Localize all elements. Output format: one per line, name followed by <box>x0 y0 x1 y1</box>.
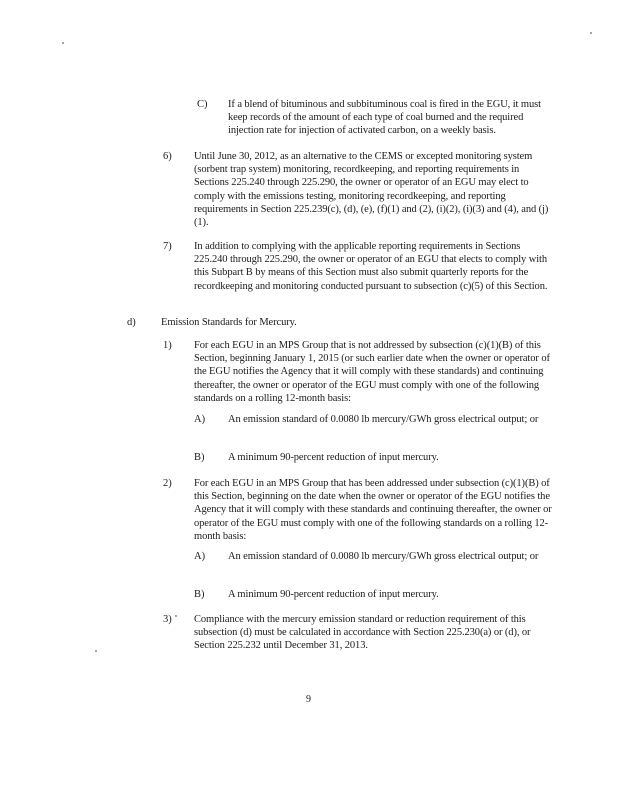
scan-speck <box>62 42 64 44</box>
item-text-7: In addition to complying with the applicable reporting requirements in Sections 225.240 through 225.290, the owner or operator of an EGU that elects to comply with this Subpart B by means of this Section must also submit quarterly reports for the recordkeeping and monitoring conducted pursuant to subsection (c)(5) of this Section. <box>194 241 548 292</box>
item-label-d1: 1) <box>163 340 172 351</box>
item-label-c: C) <box>197 99 208 110</box>
scan-speck <box>175 615 177 617</box>
item-text-d1a: An emission standard of 0.0080 lb mercury/GWh gross electrical output; or <box>228 414 539 425</box>
item-text-d2b: A minimum 90-percent reduction of input mercury. <box>228 589 439 600</box>
section-label-d: d) <box>127 317 136 328</box>
item-label-d2a: A) <box>194 551 206 562</box>
item-label-d2: 2) <box>163 478 172 489</box>
section-heading-d: Emission Standards for Mercury. <box>161 317 297 328</box>
item-label-6: 6) <box>163 151 172 162</box>
item-text-d2a: An emission standard of 0.0080 lb mercury/GWh gross electrical output; or <box>228 551 539 562</box>
item-text-d2: For each EGU in an MPS Group that has been addressed under subsection (c)(1)(B) of this Section, beginning on the date when the owner or operator of the EGU notifies the Agency that it will comply with these standards and continuing thereafter, the owner or operator of the EGU must comply with one of the following standards on a rolling 12-month basis: <box>194 478 552 542</box>
item-text-d1b: A minimum 90-percent reduction of input mercury. <box>228 452 439 463</box>
item-text-c: If a blend of bituminous and subbituminous coal is fired in the EGU, it must keep records of the amount of each type of coal burned and the required injection rate for injection of activated carbon, on a weekly basis. <box>228 99 541 137</box>
item-label-d1a: A) <box>194 414 206 425</box>
item-text-d3: Compliance with the mercury emission standard or reduction requirement of this subsection (d) must be calculated in accordance with Section 225.230(a) or (d), or Section 225.232 until December 31, 2013. <box>194 614 531 652</box>
scan-speck <box>95 650 97 652</box>
item-text-d1: For each EGU in an MPS Group that is not addressed by subsection (c)(1)(B) of this Section, beginning January 1, 2015 (or such earlier date when the owner or operator of the EGU notifies the Agency that it will comply with these standards) and continuing thereafter, the owner or operator of the EGU must comply with one of the following standards on a rolling 12-month basis: <box>194 340 550 404</box>
item-label-d3: 3) <box>163 614 172 625</box>
item-label-d1b: B) <box>194 452 205 463</box>
item-label-7: 7) <box>163 241 172 252</box>
item-label-d2b: B) <box>194 589 205 600</box>
scan-speck <box>590 32 592 34</box>
page-number: 9 <box>306 694 311 705</box>
item-text-6: Until June 30, 2012, as an alternative to the CEMS or excepted monitoring system (sorbent trap system) monitoring, recordkeeping, and reporting requirements in Sections 225.240 through 225.290, the owner or operator of an EGU may elect to comply with the emissions testing, monitoring recordkeeping, and reporting requirements in Section 225.239(c), (d), (e), (f)(1) and (2), (i)(2), (i)(3) and (4), and (j)(1). <box>194 151 549 229</box>
